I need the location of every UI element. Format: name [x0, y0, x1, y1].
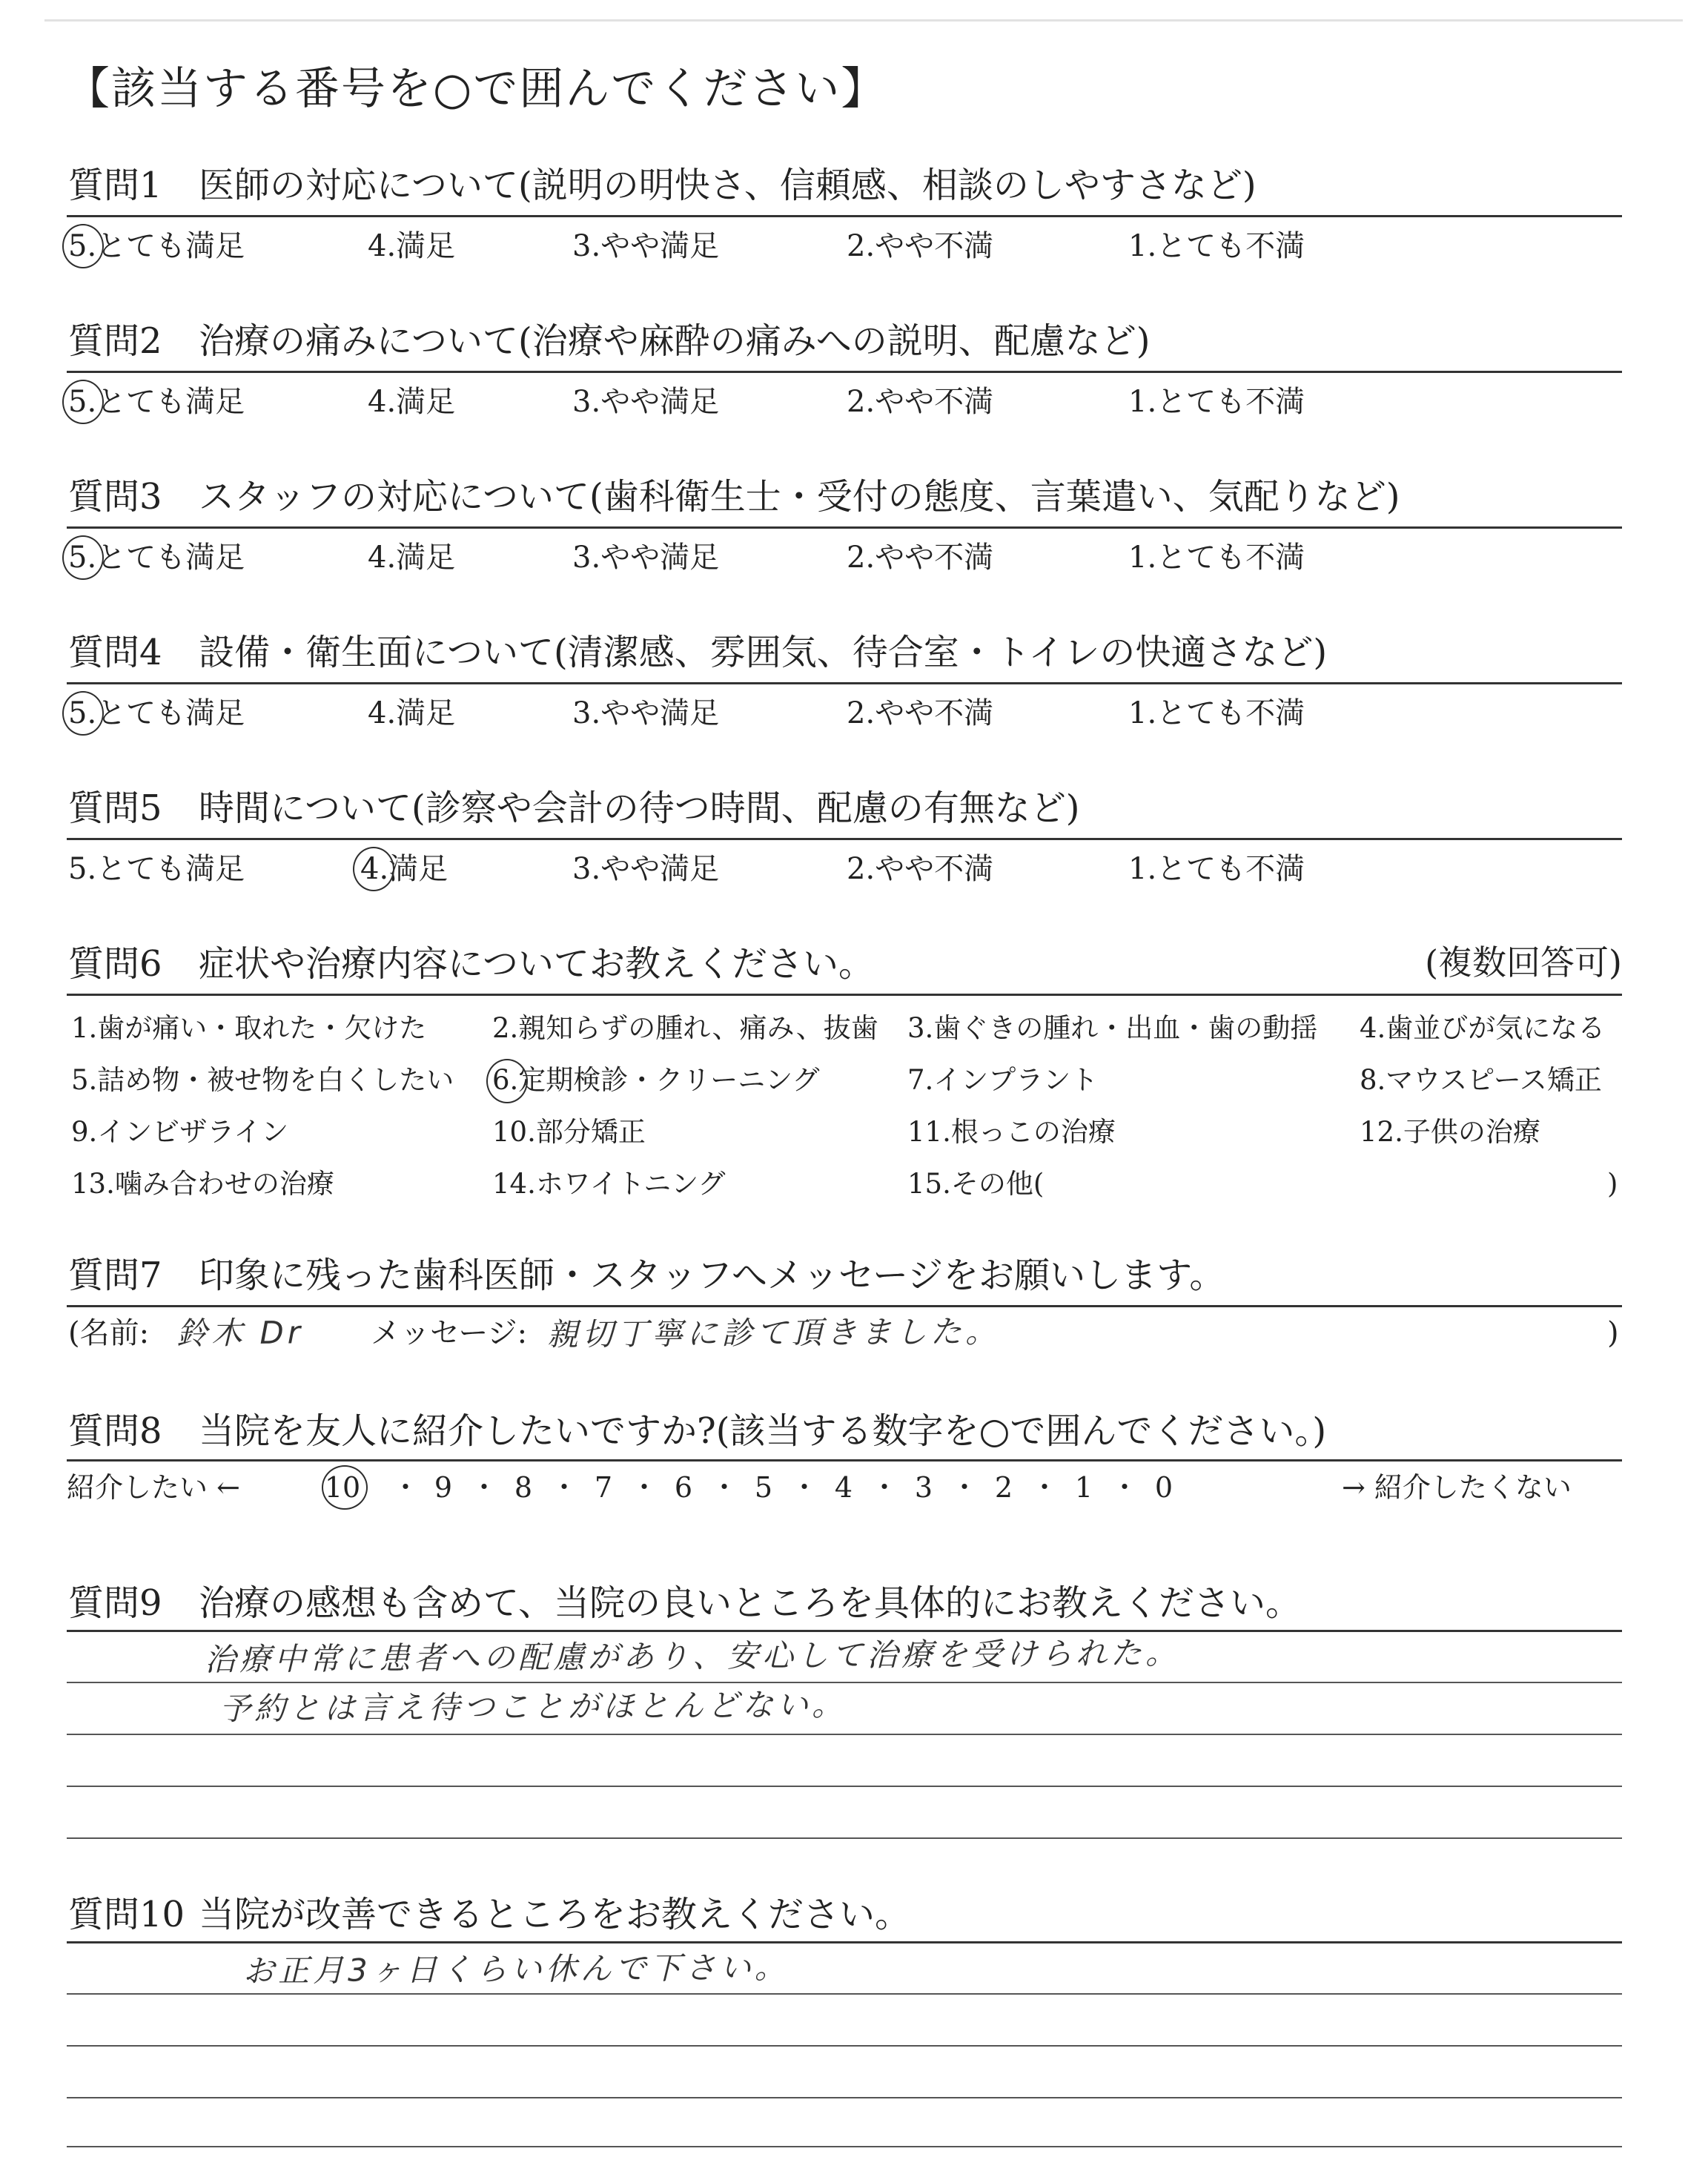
- selection-circle: [62, 535, 104, 580]
- q6-option[interactable]: 8.マウスピース矯正: [1360, 1064, 1602, 1096]
- question-divider: [67, 838, 1622, 840]
- q1-option-1[interactable]: 1.とても不満: [1128, 229, 1305, 263]
- scale-separator: ・: [630, 1471, 659, 1504]
- multiple-answers-note: (複数回答可): [1425, 942, 1622, 982]
- question-text: 医師の対応について(説明の明快さ、信頼感、相談のしやすさなど): [199, 165, 1257, 206]
- question-text: 治療の痛みについて(治療や麻酔の痛みへの説明、配慮など): [199, 320, 1151, 362]
- answer-line: [67, 2097, 1622, 2098]
- scale-1[interactable]: 1: [1074, 1471, 1093, 1504]
- question-7: [68, 1252, 1225, 1299]
- q4-option-1[interactable]: 1.とても不満: [1128, 696, 1305, 730]
- message-label: メッセージ:: [371, 1316, 528, 1350]
- q10-answer[interactable]: お正月3ヶ日くらい休んで下さい。: [242, 1949, 790, 1989]
- q3-option-3[interactable]: 3.やや満足: [572, 541, 720, 575]
- q2-option-3[interactable]: 3.やや満足: [572, 385, 720, 419]
- question-number: 質問6: [68, 943, 162, 985]
- q1-option-4[interactable]: 4.満足: [368, 229, 456, 263]
- question-text: 設備・衛生面について(清潔感、雰囲気、待合室・トイレの快適さなど): [199, 632, 1328, 673]
- question-number: 質問10: [68, 1894, 185, 1935]
- q5-option-5[interactable]: 5.とても満足: [68, 852, 245, 886]
- selection-circle: [62, 691, 104, 736]
- q3-option-2[interactable]: 2.やや不満: [847, 541, 994, 575]
- message-field[interactable]: 親切丁寧に診て頂きました。: [546, 1312, 1001, 1353]
- question-number: 質問3: [68, 476, 162, 518]
- selection-circle: [62, 380, 104, 424]
- question-number: 質問9: [68, 1582, 162, 1624]
- q4-option-3[interactable]: 3.やや満足: [572, 696, 720, 730]
- selection-circle: [486, 1059, 528, 1103]
- question-text: 治療の感想も含めて、当院の良いところを具体的にお教えください。: [199, 1582, 1302, 1624]
- scale-separator: ・: [1110, 1471, 1139, 1504]
- q5-option-2[interactable]: 2.やや不満: [847, 852, 994, 886]
- answer-line: [67, 2045, 1622, 2047]
- question-text: 印象に残った歯科医師・スタッフへメッセージをお願いします。: [199, 1255, 1225, 1296]
- question-text: 当院を友人に紹介したいですか?(該当する数字を○で囲んでください。): [199, 1410, 1327, 1452]
- q1-option-2[interactable]: 2.やや不満: [847, 229, 994, 263]
- scale-separator: ・: [710, 1471, 739, 1504]
- question-2: [68, 317, 1151, 365]
- q6-option[interactable]: 11.根っこの治療: [907, 1116, 1116, 1148]
- q2-option-4[interactable]: 4.満足: [368, 385, 456, 419]
- scale-0[interactable]: 0: [1154, 1471, 1174, 1504]
- question-8: [68, 1407, 1326, 1455]
- answer-line: [67, 2146, 1622, 2147]
- answer-line: [67, 1993, 1622, 1995]
- q6-option[interactable]: 4.歯並びが気になる: [1360, 1012, 1606, 1044]
- selection-circle: [322, 1465, 368, 1510]
- q6-option[interactable]: 6.定期検診・クリーニング: [492, 1064, 820, 1096]
- answer-line: [67, 1682, 1622, 1683]
- question-number: 質問7: [68, 1255, 162, 1296]
- selection-circle: [62, 224, 104, 268]
- top-border: [44, 19, 1683, 22]
- question-divider: [67, 682, 1622, 684]
- question-number: 質問8: [68, 1410, 162, 1452]
- question-1: [68, 162, 1257, 209]
- question-number: 質問2: [68, 320, 162, 362]
- scale-9[interactable]: 9: [434, 1471, 453, 1504]
- question-9: [68, 1579, 1301, 1627]
- q1-option-5[interactable]: 5.とても満足: [68, 229, 245, 263]
- question-4: [68, 629, 1327, 676]
- scale-5[interactable]: 5: [754, 1471, 773, 1504]
- q3-option-5[interactable]: 5.とても満足: [68, 541, 245, 575]
- q6-option[interactable]: 3.歯ぐきの腫れ・出血・歯の動揺: [907, 1012, 1318, 1044]
- not-recommend-label: → 紹介したくない: [1342, 1471, 1572, 1504]
- question-divider: [67, 1459, 1622, 1462]
- q6-option[interactable]: 1.歯が痛い・取れた・欠けた: [71, 1012, 427, 1044]
- q6-other-close: ): [1607, 1168, 1618, 1200]
- question-divider: [67, 371, 1622, 373]
- name-field[interactable]: 鈴木 Dr: [176, 1314, 305, 1352]
- q6-option[interactable]: 12.子供の治療: [1360, 1116, 1540, 1148]
- q3-option-1[interactable]: 1.とても不満: [1128, 541, 1305, 575]
- scale-separator: ・: [790, 1471, 819, 1504]
- q6-option[interactable]: 9.インビザライン: [71, 1116, 289, 1148]
- scale-7[interactable]: 7: [594, 1471, 613, 1504]
- answer-line: [67, 1734, 1622, 1735]
- q6-option[interactable]: 14.ホワイトニング: [492, 1168, 726, 1200]
- q9-answer-line-1[interactable]: 治療中常に患者への配慮があり、安心して治療を受けられた。: [204, 1634, 1181, 1678]
- q4-option-5[interactable]: 5.とても満足: [68, 696, 245, 730]
- q2-option-2[interactable]: 2.やや不満: [847, 385, 994, 419]
- question-text: 症状や治療内容についてお教えください。: [199, 943, 875, 985]
- q6-option[interactable]: 2.親知らずの腫れ、痛み、抜歯: [492, 1012, 878, 1044]
- q6-option[interactable]: 13.噛み合わせの治療: [71, 1168, 334, 1200]
- scale-separator: ・: [1030, 1471, 1059, 1504]
- q6-option[interactable]: 10.部分矯正: [492, 1116, 646, 1148]
- q1-option-3[interactable]: 3.やや満足: [572, 229, 720, 263]
- question-6: [68, 940, 874, 988]
- q5-option-4[interactable]: 4.満足: [360, 852, 448, 886]
- form-heading: 【該当する番号を○で囲んでください】: [65, 63, 887, 115]
- scale-10[interactable]: 10: [324, 1471, 361, 1504]
- answer-line: [67, 1837, 1622, 1839]
- question-3: [68, 473, 1400, 521]
- scale-separator: ・: [470, 1471, 499, 1504]
- q2-option-1[interactable]: 1.とても不満: [1128, 385, 1305, 419]
- q5-option-1[interactable]: 1.とても不満: [1128, 852, 1305, 886]
- question-text: 当院が改善できるところをお教えください。: [199, 1894, 911, 1935]
- selection-circle: [353, 847, 394, 891]
- scale-6[interactable]: 6: [674, 1471, 693, 1504]
- q6-option[interactable]: 7.インプラント: [907, 1064, 1099, 1096]
- scale-separator: ・: [391, 1471, 420, 1504]
- q3-option-4[interactable]: 4.満足: [368, 541, 456, 575]
- scale-separator: ・: [550, 1471, 579, 1504]
- q9-answer-line-2[interactable]: 予約とは言え待つことがほとんどない。: [219, 1686, 847, 1727]
- recommend-label: 紹介したい ←: [67, 1471, 240, 1504]
- scale-4[interactable]: 4: [834, 1471, 853, 1504]
- question-5: [68, 785, 1080, 832]
- question-10: [68, 1891, 910, 1938]
- question-number: 質問1: [68, 165, 162, 206]
- question-divider: [67, 1941, 1622, 1943]
- question-divider: [67, 994, 1622, 996]
- question-divider: [67, 215, 1622, 217]
- scale-separator: ・: [870, 1471, 899, 1504]
- question-divider: [67, 1305, 1622, 1307]
- scale-3[interactable]: 3: [914, 1471, 933, 1504]
- scale-separator: ・: [950, 1471, 979, 1504]
- scale-8[interactable]: 8: [514, 1471, 533, 1504]
- answer-line: [67, 1786, 1622, 1787]
- q4-option-4[interactable]: 4.満足: [368, 696, 456, 730]
- q6-option[interactable]: 15.その他(: [907, 1168, 1045, 1200]
- question-text: 時間について(診察や会計の待つ時間、配慮の有無など): [199, 787, 1080, 829]
- message-close: ): [1607, 1316, 1619, 1350]
- q5-option-3[interactable]: 3.やや満足: [572, 852, 720, 886]
- q2-option-5[interactable]: 5.とても満足: [68, 385, 245, 419]
- question-number: 質問5: [68, 787, 162, 829]
- name-label: (名前:: [68, 1316, 150, 1350]
- question-number: 質問4: [68, 632, 162, 673]
- scale-2[interactable]: 2: [994, 1471, 1013, 1504]
- q4-option-2[interactable]: 2.やや不満: [847, 696, 994, 730]
- q6-option[interactable]: 5.詰め物・被せ物を白くしたい: [71, 1064, 454, 1096]
- question-text: スタッフの対応について(歯科衛生士・受付の態度、言葉遣い、気配りなど): [199, 476, 1400, 518]
- question-divider: [67, 526, 1622, 529]
- question-divider: [67, 1630, 1622, 1632]
